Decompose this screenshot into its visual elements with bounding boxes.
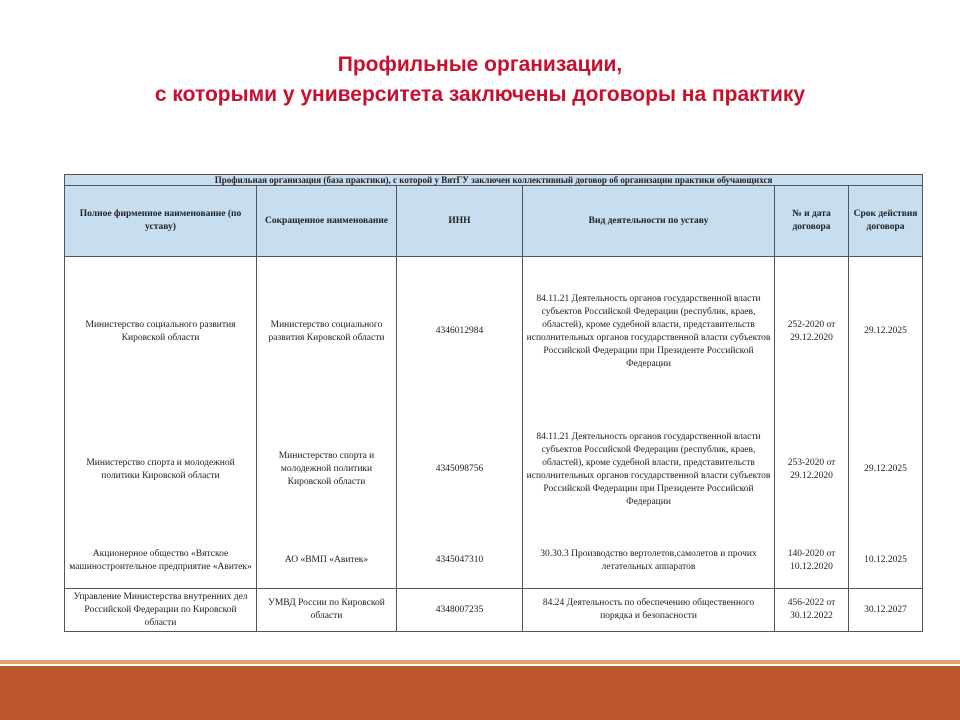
cell-activity: 84.24 Деятельность по обеспечению общественного порядка и безопасности bbox=[523, 589, 775, 632]
cell-activity: 84.11.21 Деятельность органов государственной власти субъектов Российской Федерации (республик, краев, областей), кроме судебной власти, представительств исполнительных органов государственной власти субъектов Российской Федерации при Президенте Российской Федерации bbox=[523, 257, 775, 407]
cell-term: 10.12.2025 bbox=[849, 533, 923, 589]
header-contract: № и дата договора bbox=[775, 186, 849, 257]
cell-full-name: Акционерное общество «Вятское машиностроительное предприятие «Авитек» bbox=[65, 533, 257, 589]
cell-short-name: УМВД России по Кировской области bbox=[257, 589, 397, 632]
footer-bar bbox=[0, 666, 960, 720]
table-header-row bbox=[65, 186, 923, 257]
cell-contract: 252-2020 от 29.12.2020 bbox=[775, 257, 849, 407]
header-full-name: Полное фирменное наименование (по уставу) bbox=[65, 186, 257, 257]
cell-inn: 4348007235 bbox=[397, 589, 523, 632]
table-row bbox=[65, 406, 923, 533]
cell-activity: 30.30.3 Производство вертолетов,самолетов и прочих летательных аппаратов bbox=[523, 533, 775, 589]
cell-inn: 4345047310 bbox=[397, 533, 523, 589]
cell-full-name: Управление Министерства внутренних дел Российской Федерации по Кировской области bbox=[65, 589, 257, 632]
table-row bbox=[65, 257, 923, 407]
organizations-table bbox=[64, 174, 923, 632]
cell-contract: 253-2020 от 29.12.2020 bbox=[775, 406, 849, 533]
cell-short-name: АО «ВМП «Авитек» bbox=[257, 533, 397, 589]
cell-inn: 4346012984 bbox=[397, 257, 523, 407]
slide-title-line-2: с которыми у университета заключены договоры на практику bbox=[154, 83, 806, 106]
cell-term: 30.12.2027 bbox=[849, 589, 923, 632]
cell-contract: 140-2020 от 10.12.2020 bbox=[775, 533, 849, 589]
footer-accent-line bbox=[0, 660, 960, 664]
cell-activity: 84.11.21 Деятельность органов государственной власти субъектов Российской Федерации (республик, краев, областей), кроме судебной власти, представительств исполнительных органов государственной власти субъектов Российской Федерации при Президенте Российской Федерации bbox=[523, 406, 775, 533]
header-activity: Вид деятельности по уставу bbox=[523, 186, 775, 257]
table-caption: Профильная организация (база практики), с которой у ВятГУ заключен коллективный договор об организации практики обучающихся bbox=[65, 175, 923, 186]
cell-short-name: Министерство спорта и молодежной политики Кировской области bbox=[257, 406, 397, 533]
header-short-name: Сокращенное наименование bbox=[257, 186, 397, 257]
cell-full-name: Министерство спорта и молодежной политики Кировской области bbox=[65, 406, 257, 533]
slide-title bbox=[0, 50, 960, 110]
cell-short-name: Министерство социального развития Кировской области bbox=[257, 257, 397, 407]
table-row bbox=[65, 533, 923, 589]
header-inn: ИНН bbox=[397, 186, 523, 257]
table-caption-row bbox=[65, 175, 923, 186]
slide-title-line-1: Профильные организации, bbox=[337, 53, 623, 76]
cell-term: 29.12.2025 bbox=[849, 257, 923, 407]
cell-contract: 456-2022 от 30.12.2022 bbox=[775, 589, 849, 632]
cell-term: 29.12.2025 bbox=[849, 406, 923, 533]
table-row bbox=[65, 589, 923, 632]
cell-inn: 4345098756 bbox=[397, 406, 523, 533]
header-term: Срок действия договора bbox=[849, 186, 923, 257]
cell-full-name: Министерство социального развития Кировской области bbox=[65, 257, 257, 407]
